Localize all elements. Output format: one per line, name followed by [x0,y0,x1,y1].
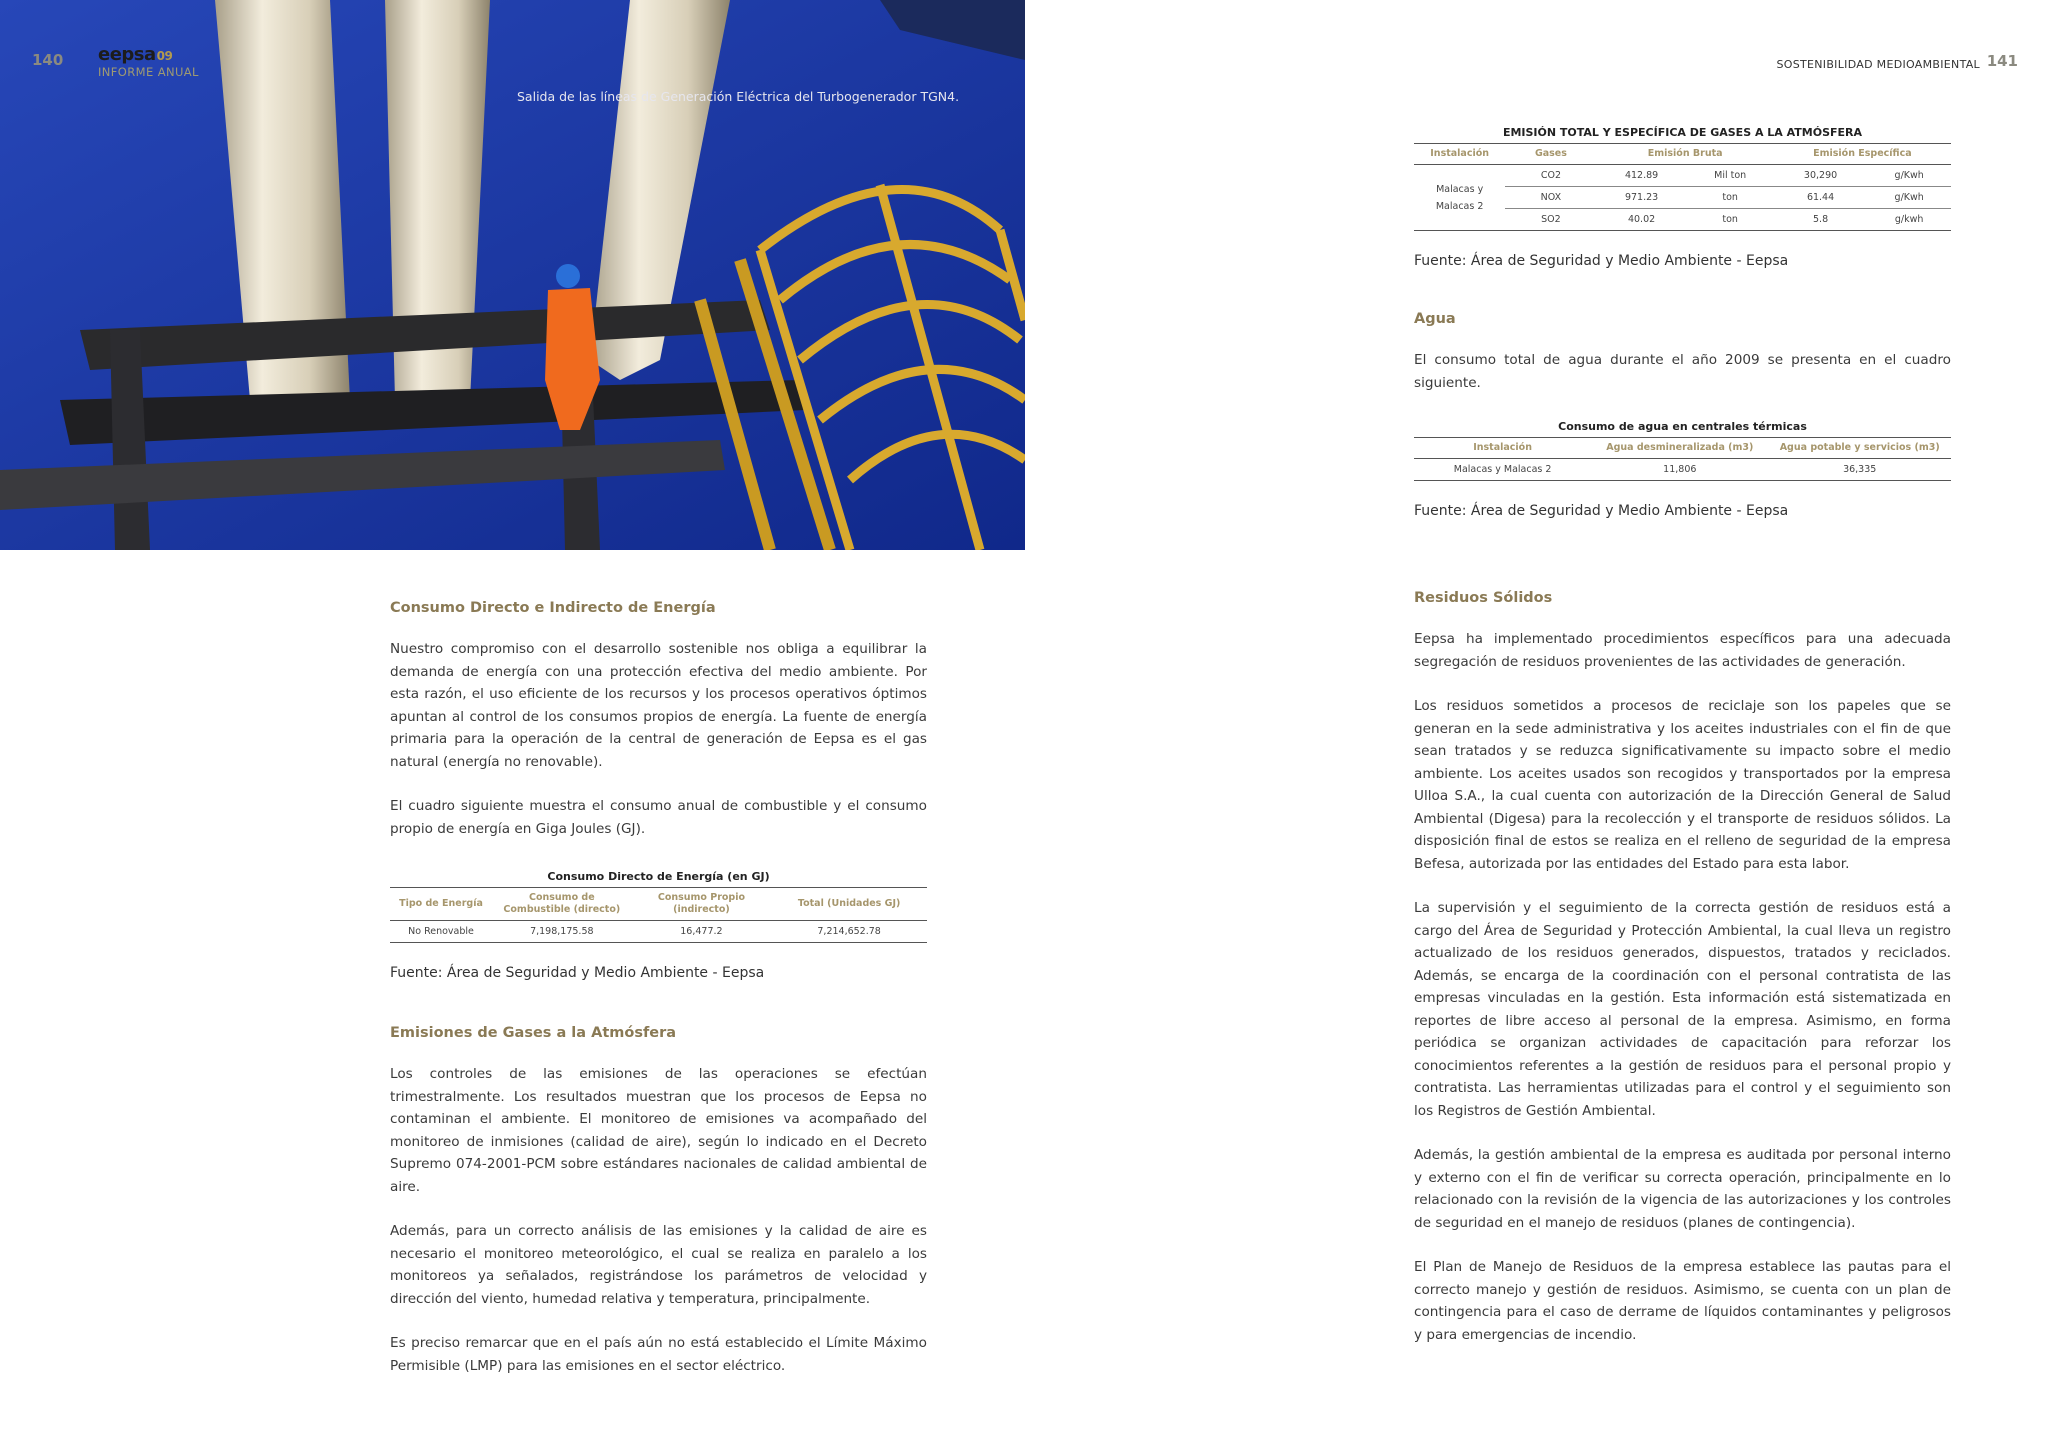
table-cell: 30,290 [1774,165,1868,187]
table-header: Total (Unidades GJ) [797,898,901,909]
source-note: Fuente: Área de Seguridad y Medio Ambiente - Eepsa [1414,253,1789,269]
table-header-row [390,888,927,921]
logo-subtitle: INFORME ANUAL [98,65,199,79]
energy-table [390,887,927,943]
photo-illustration [0,0,1025,550]
table-cell: g/Kwh [1867,187,1951,209]
section-heading-waste: Residuos Sólidos [1414,590,1553,606]
table-cell: CO2 [1505,165,1596,187]
source-note: Fuente: Área de Seguridad y Medio Ambiente - Eepsa [390,965,765,981]
emissions-table [1414,143,1951,231]
waste-block [1414,590,1951,1346]
water-table [1414,437,1951,481]
emissions-block [1414,126,1951,519]
table-cell: 11,806 [1663,464,1697,475]
industrial-photo [0,0,1025,550]
paragraph: Los residuos sometidos a procesos de reciclaje son los papeles que se generan en la sede administrativa y los aceites industriales con el fin de que sean tratados y se reduzca significativamente su impacto sobre el medio ambiente. Los aceites usados son recogidos y transportados por la empresa Ulloa S.A., la cual cuenta con autorización de la Dirección General de Salud Ambiental (Digesa) para la recolección y el transporte de residuos sólidos. La disposición final de estos se realiza en el relleno de seguridad de la empresa Befesa, autorizada por las entidades del Estado para esta labor. [1414,698,1951,872]
page-number-left: 140 [32,51,64,69]
table-cell: 971.23 [1597,187,1687,209]
table-cell: 36,335 [1843,464,1877,475]
table-cell: 61.44 [1774,187,1868,209]
table-cell: Malacas y Malacas 2 [1453,464,1552,475]
section-header: SOSTENIBILIDAD MEDIOAMBIENTAL [1776,58,1980,71]
paragraph: Nuestro compromiso con el desarrollo sostenible nos obliga a equilibrar la demanda de energía con una protección efectiva del medio ambiente. Por esta razón, el uso eficiente de los recursos y los procesos operativos óptimos apuntan al control de los consumos propios de energía. La fuente de energía primaria para la operación de la central de generación de Eepsa es el gas natural (energía no renovable). [390,641,927,770]
table-header: Gases [1534,148,1567,159]
paragraph: Además, para un correcto análisis de las emisiones y la calidad de aire es necesario el monitoreo meteorológico, el cual se realiza en paralelo a los monitoreos ya señalados, registrándose los parámetros de velocidad y dirección del viento, humedad relativa y temperatura, principalmente. [390,1223,927,1307]
table-cell: 16,477.2 [680,926,723,937]
table-header: Consumo Propio (indirecto) [657,892,746,915]
table-header-row [1414,144,1951,165]
paragraph: El Plan de Manejo de Residuos de la empresa establece las pautas para el correcto manejo y gestión de residuos. Asimismo, se cuenta con un plan de contingencia para el caso de derrame de líquidos contaminantes y peligrosos y para emergencias de incendio. [1414,1259,1951,1343]
table-cell: g/Kwh [1867,165,1951,187]
table-header: Instalación [1473,442,1532,453]
table-cell: 7,198,175.58 [530,926,594,937]
table-cell: SO2 [1541,214,1561,225]
logo-year: 09 [156,49,173,63]
paragraph: Eepsa ha implementado procedimientos específicos para una adecuada segregación de residuos provenientes de las actividades de generación. [1414,631,1951,670]
table-header: Instalación [1430,148,1490,159]
table-row [1414,459,1951,481]
table-cell: ton [1687,187,1774,209]
table-header: Tipo de Energía [399,898,483,909]
table-header: Agua desmineralizada (m3) [1606,442,1754,453]
section-heading-energy: Consumo Directo e Indirecto de Energía [390,600,716,616]
table-header: Emisión Bruta [1647,148,1723,159]
paragraph: Además, la gestión ambiental de la empresa es auditada por personal interno y externo con el fin de verificar su correcta operación, principalmente en lo relacionado con la revisión de la vigencia de las autorizaciones y los controles de seguridad en el manejo de residuos (planes de contingencia). [1414,1147,1951,1231]
photo-caption: Salida de las líneas de Generación Eléctrica del Turbogenerador TGN4. [517,89,960,104]
table-row [1414,165,1951,187]
eepsa-logo [98,44,172,65]
table-cell: 40.02 [1627,214,1656,225]
table-cell: No Renovable [408,926,474,937]
section-heading-water: Agua [1414,311,1456,327]
paragraph: El cuadro siguiente muestra el consumo anual de combustible y el consumo propio de energía en Giga Joules (GJ). [390,798,927,837]
table-header: Agua potable y servicios (m3) [1779,442,1940,453]
paragraph: Los controles de las emisiones de las operaciones se efectúan trimestralmente. Los resultados muestran que los procesos de Eepsa no contaminan el ambiente. El monitoreo de emisiones va acompañado del monitoreo de inmisiones (calidad de aire), según lo indicado en el Decreto Supremo 074-2001-PCM sobre estándares nacionales de calidad ambiental de aire. [390,1066,927,1195]
paragraph: La supervisión y el seguimiento de la correcta gestión de residuos está a cargo del Área de Seguridad y Protección Ambiental, la cual lleva un registro actualizado de los residuos generados, dispuestos, tratados y reciclados. Además, se encarga de la coordinación con el personal contratista de las empresas vinculadas en la gestión. Esta información está sistematizada en reportes de libre acceso al personal de la empresa. Asimismo, en forma periódica se organizan actividades de capacitación para reforzar los conocimientos referentes a la gestión de residuos para el personal propio y contratista. Las herramientas utilizadas para el control y el seguimiento son los Registros de Gestión Ambiental. [1414,900,1951,1119]
page-number-right: 141 [1986,52,2018,70]
table-cell: 7,214,652.78 [817,926,881,937]
table-cell: g/kwh [1894,214,1924,225]
table-row [390,921,927,943]
paragraph: Es preciso remarcar que en el país aún no está establecido el Límite Máximo Permisible (LMP) para las emisiones en el sector eléctrico. [390,1335,927,1374]
source-note: Fuente: Área de Seguridad y Medio Ambiente - Eepsa [1414,503,1789,519]
logo-text: eepsa [98,44,156,65]
table-header: Emisión Específica [1813,148,1912,159]
table-title: Consumo Directo de Energía (en GJ) [547,870,770,883]
table-cell: ton [1722,214,1738,225]
table-cell: Mil ton [1687,165,1774,187]
table-title: EMISIÓN TOTAL Y ESPECÍFICA DE GASES A LA ATMÓSFERA [1502,126,1863,139]
section-heading-emissions: Emisiones de Gases a la Atmósfera [390,1025,677,1041]
table-cell-installation: Malacas y Malacas 2 [1414,165,1505,231]
table-title: Consumo de agua en centrales térmicas [1558,420,1807,433]
table-cell: 5.8 [1813,214,1829,225]
left-text-column [390,600,927,1377]
table-header: Consumo de Combustible (directo) [503,892,621,915]
table-header-row [1414,438,1951,459]
paragraph: El consumo total de agua durante el año 2009 se presenta en el cuadro siguiente. [1414,352,1951,391]
table-cell: NOX [1505,187,1596,209]
table-cell: 412.89 [1597,165,1687,187]
